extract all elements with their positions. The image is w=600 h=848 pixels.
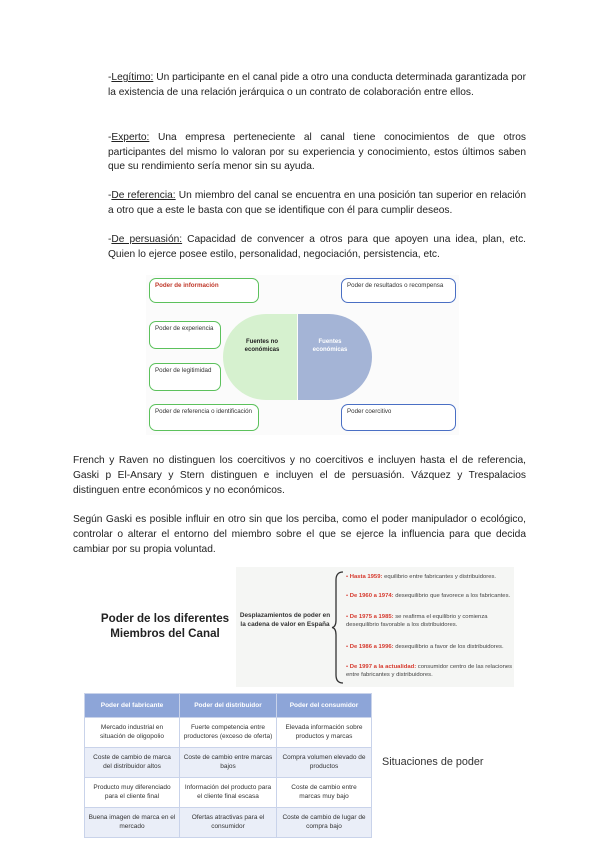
table-row: [85, 748, 372, 778]
power-item-1: • Hasta 1959: equilibrio entre fabricantes y distribuidores.: [346, 574, 497, 580]
term-persuasion: De persuasión:: [111, 234, 183, 245]
table-row: [85, 808, 372, 838]
label-fuentes-no-economicas: Fuentes no económicas: [244, 339, 280, 353]
paragraph-persuasion: -De persuasión: Capacidad de convencer a otros para que apoyen una idea, plan, etc. Quien lo ejerce posee estilo, personalidad, negociación, persistencia, etc.: [108, 234, 526, 260]
half-circle-economic: [298, 314, 372, 400]
box-poder-legitimidad: Poder de legitimidad: [149, 363, 221, 391]
term-legitimo: Legítimo:: [111, 72, 154, 83]
term-experto: Experto:: [111, 132, 150, 143]
table-cell: Ofertas atractivas para el consumidor: [180, 808, 277, 838]
power-item-2: • De 1960 a 1974: desequilibrio que favorece a los fabricantes.: [346, 593, 511, 599]
power-panel-title: Poder de los diferentes Miembros del Canal: [100, 612, 230, 640]
header-fabricante: Poder del fabricante: [85, 694, 180, 718]
power-item-4: • De 1986 a 1996: desequilibrio a favor de los distribuidores.: [346, 644, 504, 650]
table-cell: Elevada información sobre productos y marcas: [277, 718, 372, 748]
power-panel-subtitle: Desplazamientos de poder en la cadena de valor en España: [239, 612, 331, 628]
paragraph-legitimo: -Legítimo: Un participante en el canal pide a otro una conducta determinada garantizada por la existencia de una relación jerárquica o un contrato de colaboración entre ellos.: [108, 72, 526, 98]
table-cell: Coste de cambio entre marcas muy bajo: [277, 778, 372, 808]
paragraph-gaski: Según Gaski es posible influir en otro sin que los perciba, como el poder manipulador o ecológico, controlar o alterar el entorno del miembro sobre el que se ejerce la influencia para que decida cambiar por su propia voluntad.: [73, 514, 526, 555]
box-poder-informacion: Poder de información: [149, 278, 259, 303]
table-cell: Mercado industrial en situación de oligopolio: [85, 718, 180, 748]
table-cell: Fuerte competencia entre productores (exceso de oferta): [180, 718, 277, 748]
power-item-3: • De 1975 a 1985: se reafirma el equilibrio y comienza desequilibrio favorable a los distribuidores.: [346, 614, 488, 628]
header-consumidor: Poder del consumidor: [277, 694, 372, 718]
table-cell: Coste de cambio entre marcas bajos: [180, 748, 277, 778]
paragraph-experto: -Experto: Una empresa perteneciente al canal tiene conocimientos de que otros participantes del mismo lo valoran por su experiencia y conocimiento, estos últimos saben que su rendimiento sería menor sin su ayuda.: [108, 132, 526, 173]
box-poder-experiencia: Poder de experiencia: [149, 321, 221, 349]
table-cell: Buena imagen de marca en el mercado: [85, 808, 180, 838]
power-situations-table: [84, 693, 372, 838]
table-cell: Coste de cambio de marca del distribuidor altos: [85, 748, 180, 778]
table-cell: Información del producto para el cliente final escasa: [180, 778, 277, 808]
paragraph-french-raven: French y Raven no distinguen los coercitivos y no coercitivos e incluyen hasta el de referencia, Gaski p El-Ansary y Stern distinguen e incluyen el de persuasión. Vázquez y Trespalacios distinguen entre económicos y no económicos.: [73, 455, 526, 496]
box-poder-coercitivo: Poder coercitivo: [341, 404, 456, 431]
box-poder-recompensa: Poder de resultados o recompensa: [341, 278, 456, 303]
curly-brace-icon: [331, 570, 345, 685]
table-cell: Compra volumen elevado de productos: [277, 748, 372, 778]
table-header-row: [85, 694, 372, 718]
power-item-5: • De 1997 a la actualidad: consumidor centro de las relaciones entre fabricantes y distribuidores.: [346, 664, 513, 678]
label-fuentes-economicas: Fuentes económicas: [312, 339, 348, 353]
paragraph-referencia: -De referencia: Un miembro del canal se encuentra en una posición tan superior en relación a otro que a este le basta con que se identifique con él para cumplir deseos.: [108, 190, 526, 216]
table-cell: Producto muy diferenciado para el cliente final: [85, 778, 180, 808]
term-referencia: De referencia:: [111, 190, 176, 201]
header-distribuidor: Poder del distribuidor: [180, 694, 277, 718]
table-row: [85, 778, 372, 808]
power-sources-diagram: [146, 275, 459, 435]
table-cell: Coste de cambio de lugar de compra bajo: [277, 808, 372, 838]
table-row: [85, 718, 372, 748]
half-circle-non-economic: [223, 314, 297, 400]
box-poder-referencia: Poder de referencia o identificación: [149, 404, 259, 431]
table-caption: Situaciones de poder: [382, 756, 484, 768]
